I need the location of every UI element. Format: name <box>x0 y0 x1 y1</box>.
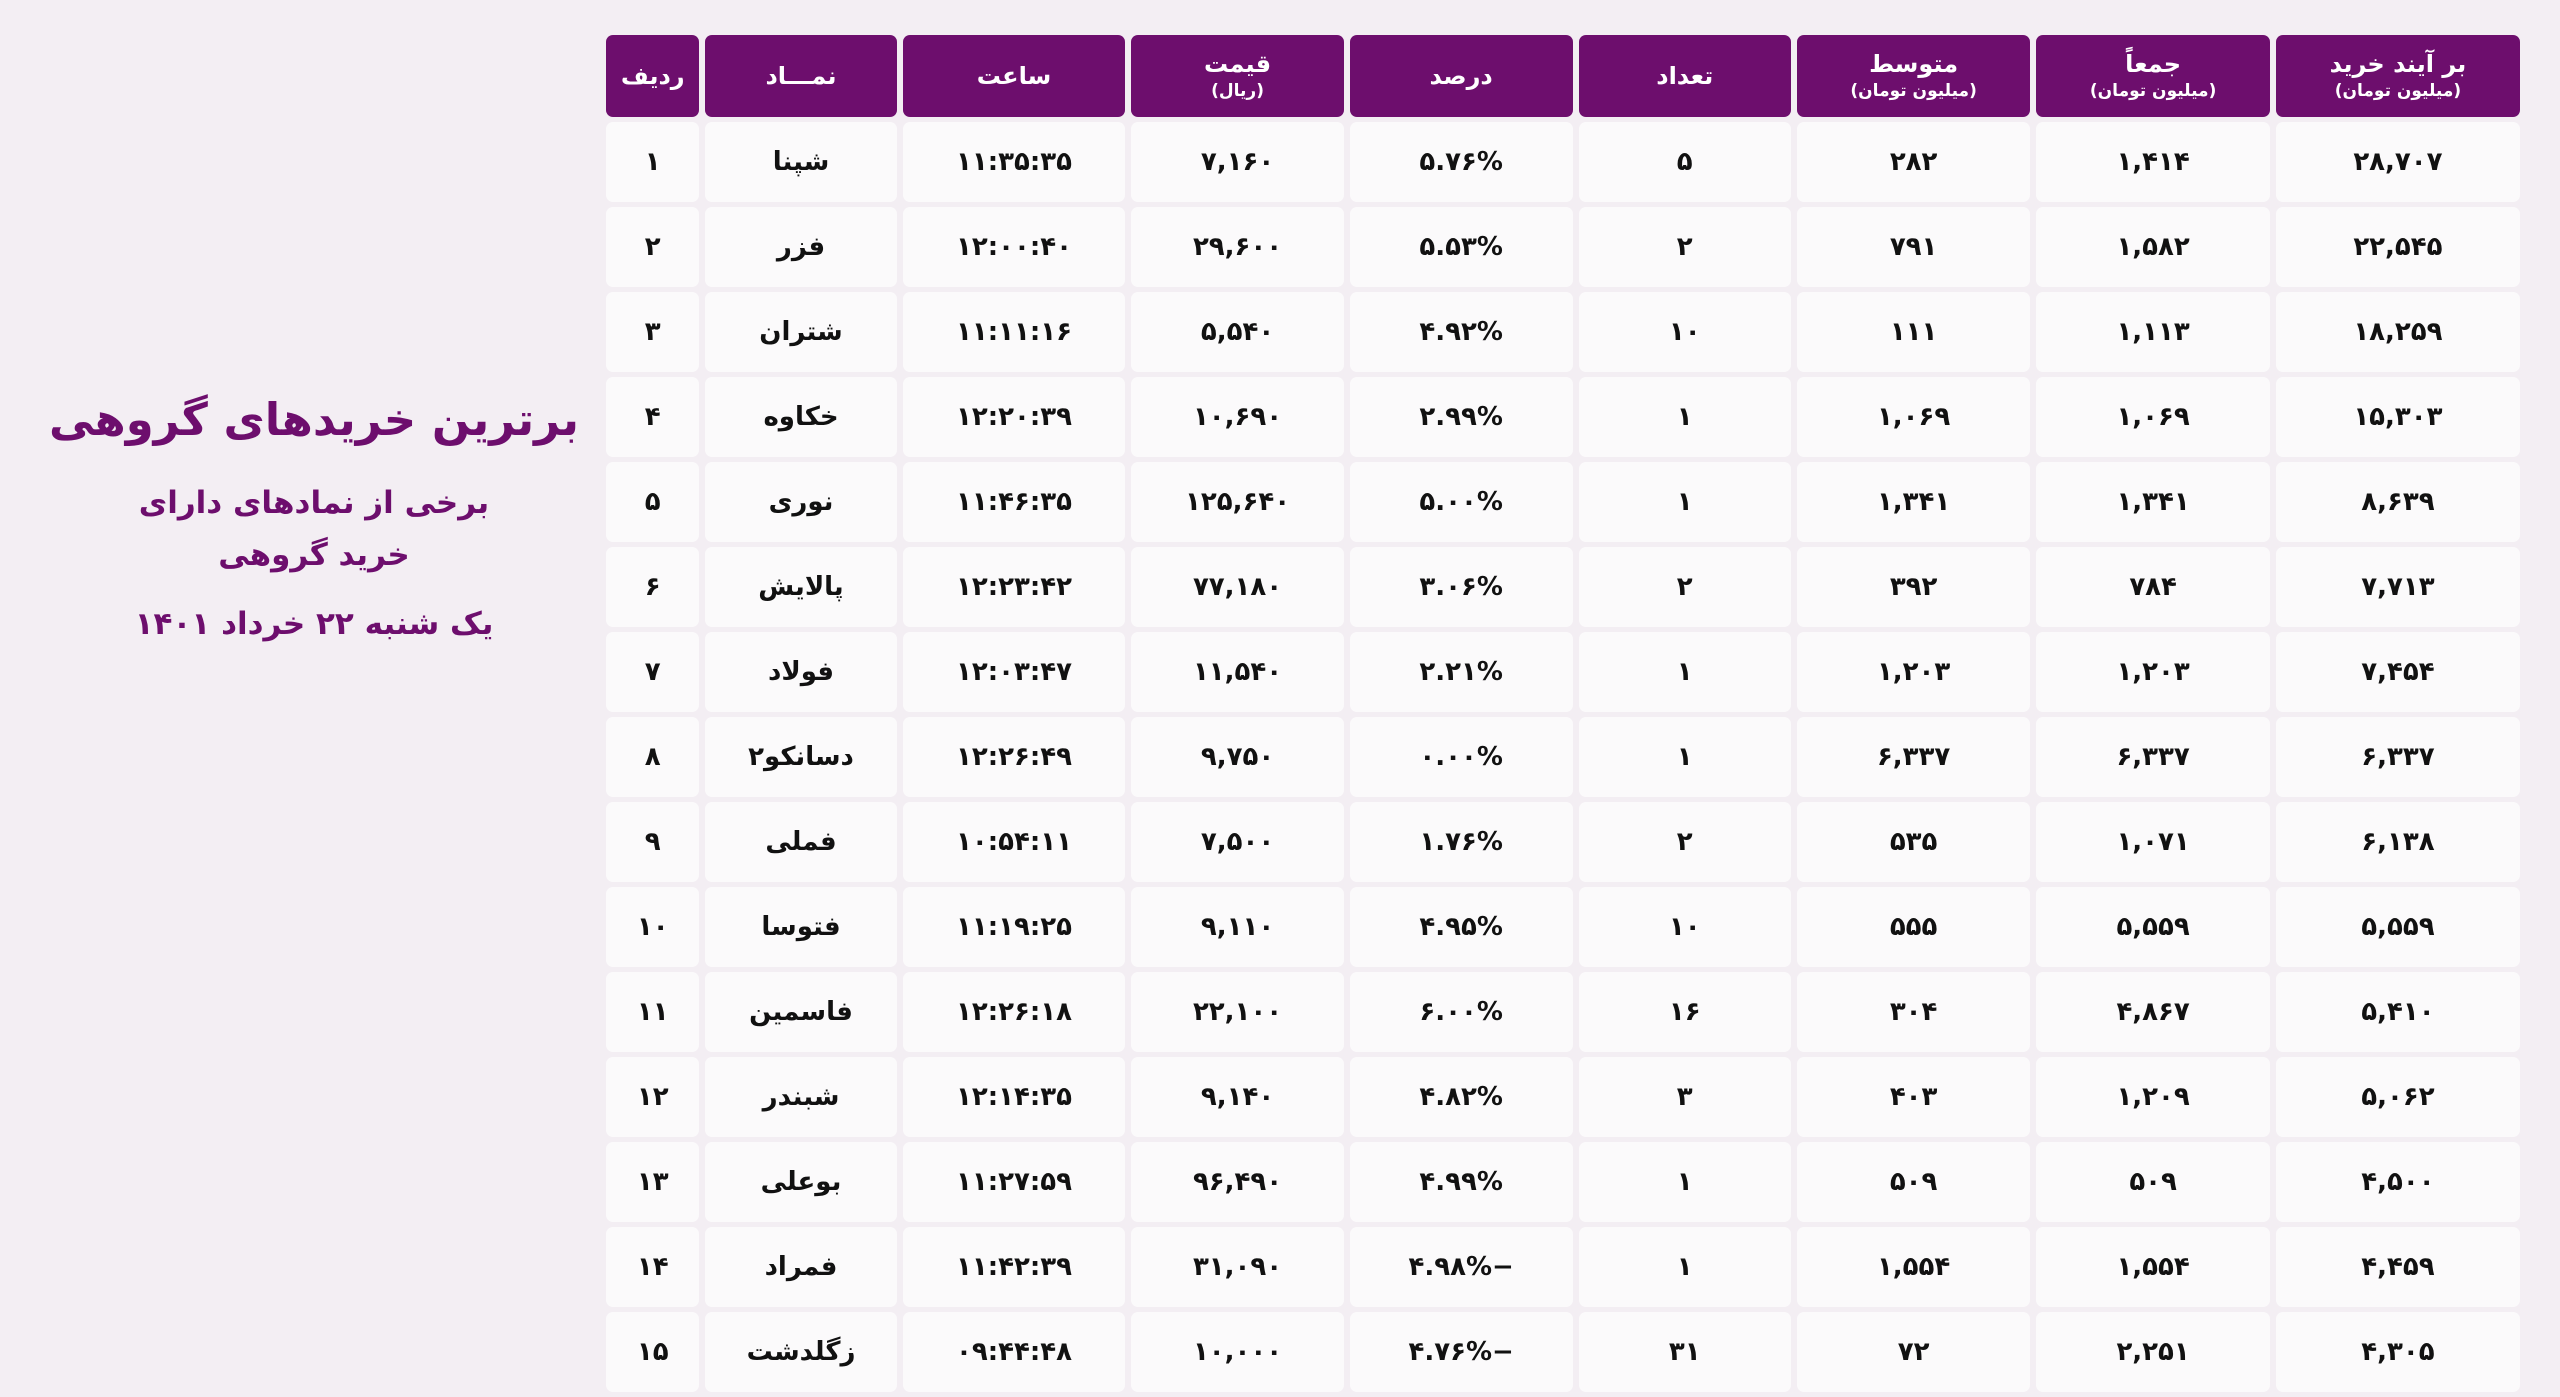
table-row[interactable] <box>606 632 2520 712</box>
cell-baravand: ۵,۰۶۲ <box>2276 1057 2520 1137</box>
cell-motevaset: ۴۰۳ <box>1797 1057 2031 1137</box>
table-row[interactable] <box>606 802 2520 882</box>
cell-radif: ۱۳ <box>606 1142 699 1222</box>
column-header-gheymat-label: قیمت <box>1204 50 1272 79</box>
table-row[interactable] <box>606 717 2520 797</box>
cell-namad: زگلدشت <box>705 1312 896 1392</box>
cell-jaman: ۱,۴۱۴ <box>2036 122 2270 202</box>
cell-baravand: ۵,۴۱۰ <box>2276 972 2520 1052</box>
column-header-tedad-label: تعداد <box>1656 62 1714 90</box>
cell-namad: فمراد <box>705 1227 896 1307</box>
group-buys-table <box>600 30 2526 1397</box>
report-date: یک شنبه ۲۲ خرداد ۱۴۰۱ <box>134 606 494 643</box>
cell-radif: ۱ <box>606 122 699 202</box>
cell-namad: فزر <box>705 207 896 287</box>
column-header-namad-label: نمـــاد <box>765 62 837 90</box>
cell-darsad: ۵.۵۳% <box>1350 207 1573 287</box>
cell-tedad: ۳ <box>1579 1057 1791 1137</box>
cell-radif: ۶ <box>606 547 699 627</box>
cell-jaman: ۶,۳۳۷ <box>2036 717 2270 797</box>
column-header-gheymat[interactable] <box>1131 35 1343 117</box>
cell-motevaset: ۶,۳۳۷ <box>1797 717 2031 797</box>
cell-namad: خکاوه <box>705 377 896 457</box>
cell-tedad: ۱۰ <box>1579 887 1791 967</box>
cell-gheymat: ۷۷,۱۸۰ <box>1131 547 1343 627</box>
cell-gheymat: ۱۰,۰۰۰ <box>1131 1312 1343 1392</box>
cell-tedad: ۱ <box>1579 717 1791 797</box>
cell-baravand: ۶,۳۳۷ <box>2276 717 2520 797</box>
cell-tedad: ۱ <box>1579 377 1791 457</box>
cell-darsad: −۴.۷۶% <box>1350 1312 1573 1392</box>
cell-jaman: ۷۸۴ <box>2036 547 2270 627</box>
cell-darsad: ۵.۷۶% <box>1350 122 1573 202</box>
cell-saat: ۱۱:۱۱:۱۶ <box>903 292 1126 372</box>
cell-saat: ۱۱:۳۵:۳۵ <box>903 122 1126 202</box>
cell-saat: ۱۰:۵۴:۱۱ <box>903 802 1126 882</box>
cell-darsad: ۴.۹۹% <box>1350 1142 1573 1222</box>
cell-saat: ۱۲:۰۰:۴۰ <box>903 207 1126 287</box>
cell-baravand: ۱۵,۳۰۳ <box>2276 377 2520 457</box>
cell-motevaset: ۷۲ <box>1797 1312 2031 1392</box>
cell-jaman: ۵۰۹ <box>2036 1142 2270 1222</box>
cell-motevaset: ۲۸۲ <box>1797 122 2031 202</box>
cell-motevaset: ۳۰۴ <box>1797 972 2031 1052</box>
cell-jaman: ۱,۲۰۳ <box>2036 632 2270 712</box>
title-block <box>34 30 594 642</box>
column-header-baravand-label: بر آیند خرید <box>2329 50 2467 79</box>
cell-radif: ۲ <box>606 207 699 287</box>
cell-namad: دسانکو۲ <box>705 717 896 797</box>
cell-tedad: ۲ <box>1579 802 1791 882</box>
cell-motevaset: ۷۹۱ <box>1797 207 2031 287</box>
cell-jaman: ۴,۸۶۷ <box>2036 972 2270 1052</box>
cell-baravand: ۴,۴۵۹ <box>2276 1227 2520 1307</box>
column-header-motevaset[interactable] <box>1797 35 2031 117</box>
cell-radif: ۹ <box>606 802 699 882</box>
table-header <box>606 35 2520 117</box>
cell-saat: ۱۱:۴۶:۳۵ <box>903 462 1126 542</box>
cell-motevaset: ۱,۲۰۳ <box>1797 632 2031 712</box>
cell-tedad: ۳۱ <box>1579 1312 1791 1392</box>
cell-darsad: ۴.۸۲% <box>1350 1057 1573 1137</box>
cell-tedad: ۱۶ <box>1579 972 1791 1052</box>
cell-motevaset: ۱,۵۵۴ <box>1797 1227 2031 1307</box>
cell-darsad: ۴.۹۵% <box>1350 887 1573 967</box>
cell-darsad: ۲.۲۱% <box>1350 632 1573 712</box>
cell-namad: فتوسا <box>705 887 896 967</box>
cell-jaman: ۱,۱۱۳ <box>2036 292 2270 372</box>
cell-motevaset: ۵۰۹ <box>1797 1142 2031 1222</box>
column-header-darsad[interactable] <box>1350 35 1573 117</box>
cell-baravand: ۴,۵۰۰ <box>2276 1142 2520 1222</box>
cell-jaman: ۱,۵۵۴ <box>2036 1227 2270 1307</box>
column-header-radif[interactable] <box>606 35 699 117</box>
table-header-row <box>606 35 2520 117</box>
cell-motevaset: ۱۱۱ <box>1797 292 2031 372</box>
cell-jaman: ۱,۰۶۹ <box>2036 377 2270 457</box>
cell-baravand: ۱۸,۲۵۹ <box>2276 292 2520 372</box>
cell-tedad: ۱ <box>1579 1142 1791 1222</box>
cell-baravand: ۲۸,۷۰۷ <box>2276 122 2520 202</box>
table-row[interactable] <box>606 1312 2520 1392</box>
cell-saat: ۱۱:۲۷:۵۹ <box>903 1142 1126 1222</box>
table-row[interactable] <box>606 377 2520 457</box>
cell-motevaset: ۱,۳۴۱ <box>1797 462 2031 542</box>
table-container <box>594 30 2526 1397</box>
cell-tedad: ۱ <box>1579 632 1791 712</box>
cell-baravand: ۲۲,۵۴۵ <box>2276 207 2520 287</box>
cell-gheymat: ۷,۱۶۰ <box>1131 122 1343 202</box>
cell-namad: بوعلی <box>705 1142 896 1222</box>
cell-radif: ۱۴ <box>606 1227 699 1307</box>
cell-tedad: ۲ <box>1579 547 1791 627</box>
column-header-darsad-label: درصد <box>1429 62 1493 90</box>
table-row[interactable] <box>606 207 2520 287</box>
cell-jaman: ۱,۰۷۱ <box>2036 802 2270 882</box>
cell-saat: ۰۹:۴۴:۴۸ <box>903 1312 1126 1392</box>
table-row[interactable] <box>606 1142 2520 1222</box>
column-header-motevaset-unit: (میلیون تومان) <box>1850 81 1977 102</box>
cell-baravand: ۵,۵۵۹ <box>2276 887 2520 967</box>
cell-radif: ۸ <box>606 717 699 797</box>
cell-namad: پالایش <box>705 547 896 627</box>
cell-darsad: ۵.۰۰% <box>1350 462 1573 542</box>
cell-tedad: ۵ <box>1579 122 1791 202</box>
cell-baravand: ۶,۱۳۸ <box>2276 802 2520 882</box>
cell-radif: ۴ <box>606 377 699 457</box>
cell-namad: نوری <box>705 462 896 542</box>
column-header-baravand[interactable] <box>2276 35 2520 117</box>
cell-darsad: ۴.۹۲% <box>1350 292 1573 372</box>
cell-baravand: ۸,۶۳۹ <box>2276 462 2520 542</box>
cell-tedad: ۱ <box>1579 462 1791 542</box>
table-row[interactable] <box>606 1057 2520 1137</box>
cell-namad: شتران <box>705 292 896 372</box>
cell-saat: ۱۲:۲۰:۳۹ <box>903 377 1126 457</box>
cell-motevaset: ۳۹۲ <box>1797 547 2031 627</box>
column-header-baravand-unit: (میلیون تومان) <box>2334 81 2462 102</box>
cell-saat: ۱۲:۲۶:۴۹ <box>903 717 1126 797</box>
cell-gheymat: ۵,۵۴۰ <box>1131 292 1343 372</box>
cell-gheymat: ۹,۱۴۰ <box>1131 1057 1343 1137</box>
column-header-namad[interactable] <box>705 35 896 117</box>
cell-gheymat: ۱۱,۵۴۰ <box>1131 632 1343 712</box>
cell-baravand: ۴,۳۰۵ <box>2276 1312 2520 1392</box>
cell-baravand: ۷,۴۵۴ <box>2276 632 2520 712</box>
cell-motevaset: ۵۳۵ <box>1797 802 2031 882</box>
cell-gheymat: ۹,۱۱۰ <box>1131 887 1343 967</box>
column-header-saat-label: ساعت <box>976 62 1052 90</box>
column-header-jaman-label: جمعاً <box>2125 50 2182 79</box>
cell-baravand: ۷,۷۱۳ <box>2276 547 2520 627</box>
column-header-jaman-unit: (میلیون تومان) <box>2089 81 2217 102</box>
table-row[interactable] <box>606 1227 2520 1307</box>
cell-namad: شپنا <box>705 122 896 202</box>
cell-jaman: ۵,۵۵۹ <box>2036 887 2270 967</box>
cell-darsad: ۶.۰۰% <box>1350 972 1573 1052</box>
cell-jaman: ۱,۵۸۲ <box>2036 207 2270 287</box>
cell-gheymat: ۷,۵۰۰ <box>1131 802 1343 882</box>
cell-motevaset: ۵۵۵ <box>1797 887 2031 967</box>
column-header-gheymat-unit: (ریال) <box>1211 81 1264 102</box>
cell-saat: ۱۱:۴۲:۳۹ <box>903 1227 1126 1307</box>
cell-radif: ۵ <box>606 462 699 542</box>
cell-tedad: ۲ <box>1579 207 1791 287</box>
cell-jaman: ۲,۲۵۱ <box>2036 1312 2270 1392</box>
cell-gheymat: ۹,۷۵۰ <box>1131 717 1343 797</box>
cell-saat: ۱۲:۱۴:۳۵ <box>903 1057 1126 1137</box>
cell-darsad: ۳.۰۶% <box>1350 547 1573 627</box>
cell-gheymat: ۲۲,۱۰۰ <box>1131 972 1343 1052</box>
column-header-saat[interactable] <box>903 35 1126 117</box>
column-header-tedad[interactable] <box>1579 35 1791 117</box>
cell-gheymat: ۳۱,۰۹۰ <box>1131 1227 1343 1307</box>
page-title: برترین خریدهای گروهی <box>48 393 580 446</box>
page-subtitle-line-1: برخی از نمادهای دارای <box>138 484 490 521</box>
table-body <box>606 122 2520 1392</box>
cell-radif: ۷ <box>606 632 699 712</box>
cell-radif: ۱۲ <box>606 1057 699 1137</box>
table-row[interactable] <box>606 122 2520 202</box>
cell-motevaset: ۱,۰۶۹ <box>1797 377 2031 457</box>
cell-radif: ۳ <box>606 292 699 372</box>
column-header-motevaset-label: متوسط <box>1869 50 1959 79</box>
cell-namad: فملی <box>705 802 896 882</box>
cell-darsad: −۴.۹۸% <box>1350 1227 1573 1307</box>
table-row[interactable] <box>606 292 2520 372</box>
column-header-radif-label: ردیف <box>620 62 685 90</box>
cell-saat: ۱۱:۱۹:۲۵ <box>903 887 1126 967</box>
cell-darsad: ۰.۰۰% <box>1350 717 1573 797</box>
column-header-jaman[interactable] <box>2036 35 2270 117</box>
page-subtitle-line-2: خرید گروهی <box>218 537 410 574</box>
cell-radif: ۱۵ <box>606 1312 699 1392</box>
cell-darsad: ۲.۹۹% <box>1350 377 1573 457</box>
cell-radif: ۱۱ <box>606 972 699 1052</box>
table-row[interactable] <box>606 547 2520 627</box>
cell-namad: فاسمین <box>705 972 896 1052</box>
table-row[interactable] <box>606 972 2520 1052</box>
cell-jaman: ۱,۳۴۱ <box>2036 462 2270 542</box>
cell-radif: ۱۰ <box>606 887 699 967</box>
cell-tedad: ۱۰ <box>1579 292 1791 372</box>
cell-darsad: ۱.۷۶% <box>1350 802 1573 882</box>
cell-jaman: ۱,۲۰۹ <box>2036 1057 2270 1137</box>
cell-tedad: ۱ <box>1579 1227 1791 1307</box>
cell-saat: ۱۲:۲۶:۱۸ <box>903 972 1126 1052</box>
cell-gheymat: ۲۹,۶۰۰ <box>1131 207 1343 287</box>
cell-gheymat: ۱۰,۶۹۰ <box>1131 377 1343 457</box>
cell-saat: ۱۲:۲۳:۴۲ <box>903 547 1126 627</box>
cell-gheymat: ۱۲۵,۶۴۰ <box>1131 462 1343 542</box>
table-row[interactable] <box>606 887 2520 967</box>
table-row[interactable] <box>606 462 2520 542</box>
cell-namad: فولاد <box>705 632 896 712</box>
cell-saat: ۱۲:۰۳:۴۷ <box>903 632 1126 712</box>
cell-namad: شبندر <box>705 1057 896 1137</box>
cell-gheymat: ۹۶,۴۹۰ <box>1131 1142 1343 1222</box>
